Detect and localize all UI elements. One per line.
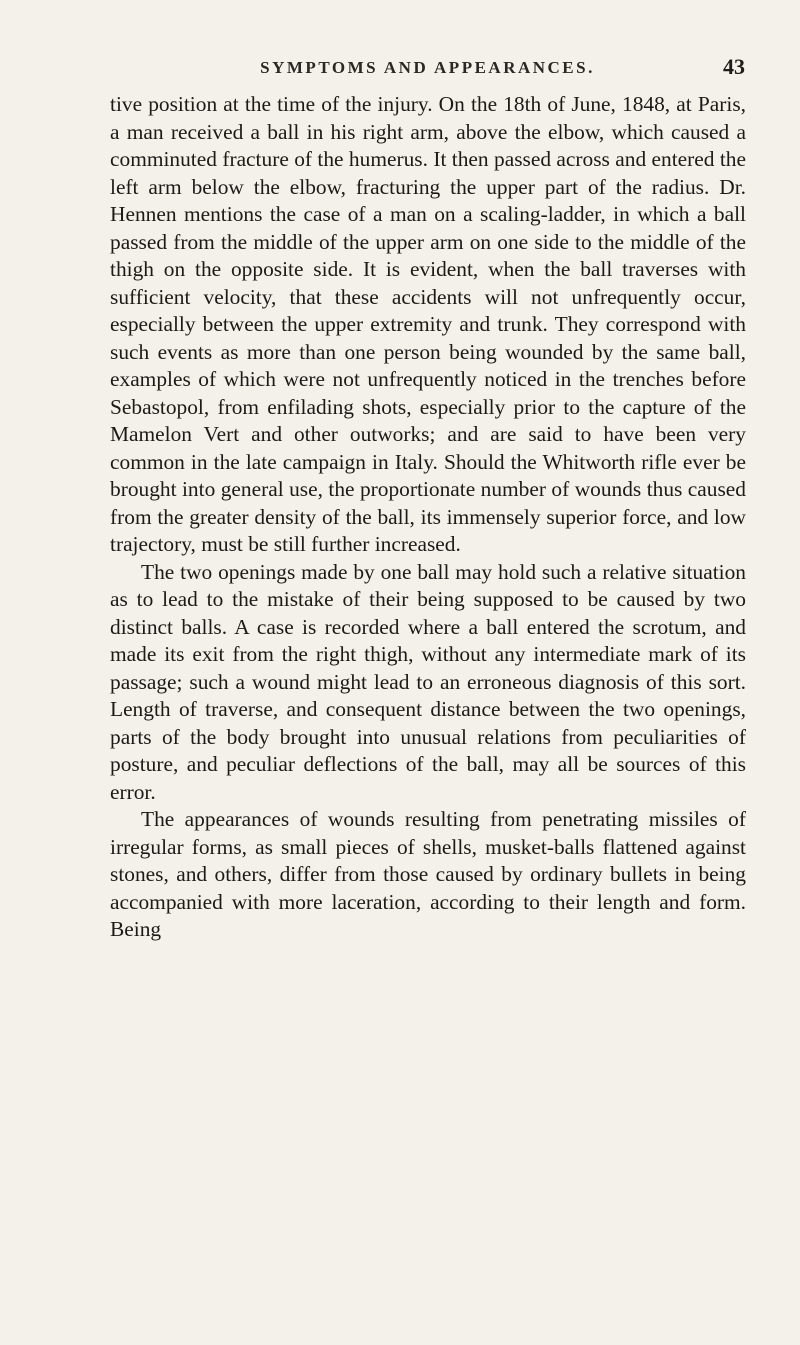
running-head: SYMPTOMS AND APPEARANCES. bbox=[260, 58, 595, 77]
page-number: 43 bbox=[723, 54, 745, 79]
paragraph: tive position at the time of the injury. On the 18th of June, 1848, at Paris, a man received a ball in his right arm, above the elbow, which caused a comminuted fracture of the humerus. It then passed across and entered the left arm below the elbow, fracturing the upper part of the radius. Dr. Hennen mentions the case of a man on a scaling-ladder, in which a ball passed from the middle of the upper arm on one side to the middle of the thigh on the opposite side. It is evident, when the ball traverses with sufficient velocity, that these accidents will not unfrequently occur, especially between the upper extremity and trunk. They correspond with such events as more than one person being wounded by the same ball, examples of which were not unfrequently noticed in the trenches before Sebastopol, from enfilading shots, especially prior to the capture of the Mamelon Vert and other outworks; and are said to have been very common in the late campaign in Italy. Should the Whitworth rifle ever be brought into general use, the proportionate number of wounds thus caused from the greater density of the ball, its immensely superior force, and low trajectory, must be still further increased. bbox=[110, 92, 746, 556]
paragraph: The two openings made by one ball may hold such a relative situation as to lead to the mistake of their being supposed to be caused by two distinct balls. A case is recorded where a ball entered the scrotum, and made its exit from the right thigh, without any intermediate mark of its passage; such a wound might lead to an erroneous diagnosis of this sort. Length of traverse, and consequent distance between the two openings, parts of the body brought into unusual relations from peculiarities of posture, and peculiar deflections of the ball, may all be sources of this error. bbox=[110, 559, 746, 804]
page-header bbox=[110, 54, 745, 88]
body-text bbox=[110, 91, 746, 944]
paragraph: The appearances of wounds resulting from penetrating missiles of irregular forms, as small pieces of shells, musket-balls flattened against stones, and others, differ from those caused by ordinary bullets in being accompanied with more laceration, according to their length and form. Being bbox=[110, 807, 746, 941]
